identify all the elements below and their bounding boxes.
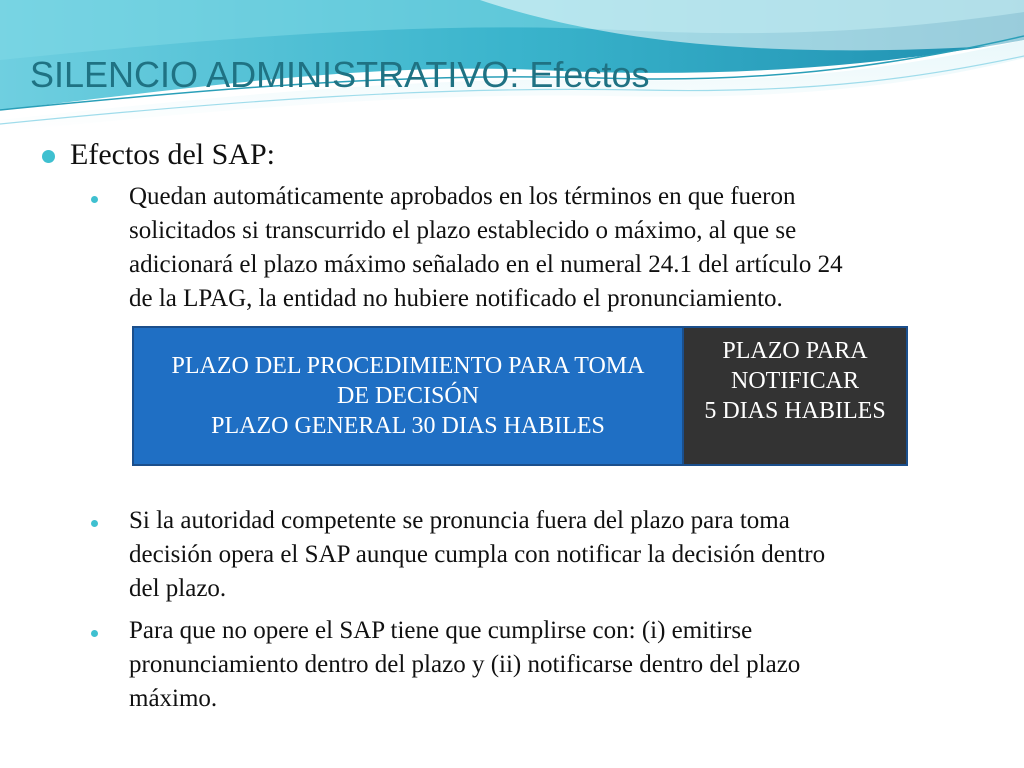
bullet-paragraph-3 bbox=[129, 614, 995, 716]
slide-title: SILENCIO ADMINISTRATIVO: Efectos bbox=[30, 54, 650, 95]
paragraph-line: decisión opera el SAP aunque cumpla con notificar la decisión dentro bbox=[129, 541, 826, 568]
box-line: NOTIFICAR bbox=[730, 368, 859, 394]
box-line: PLAZO GENERAL 30 DIAS HABILES bbox=[211, 413, 605, 439]
paragraph-line: de la LPAG, la entidad no hubiere notificado el pronunciamiento. bbox=[129, 285, 783, 312]
bullet-dot-icon bbox=[91, 630, 98, 637]
paragraph-line: pronunciamiento dentro del plazo y (ii) notificarse dentro del plazo bbox=[129, 651, 801, 678]
timeline-diagram bbox=[132, 326, 908, 466]
bullet-dot-icon bbox=[91, 196, 98, 203]
paragraph-line: adicionará el plazo máximo señalado en el numeral 24.1 del artículo 24 bbox=[129, 251, 843, 278]
bullet-dot-icon bbox=[91, 520, 98, 527]
notification-period-box bbox=[684, 326, 908, 466]
paragraph-line: Si la autoridad competente se pronuncia fuera del plazo para toma bbox=[129, 507, 790, 534]
box-line: 5 DIAS HABILES bbox=[704, 398, 886, 424]
bullet-paragraph-2 bbox=[129, 504, 995, 606]
box-line: DE DECISÓN bbox=[336, 383, 479, 409]
box-line: PLAZO PARA bbox=[722, 338, 868, 364]
heading-text: Efectos del SAP: bbox=[70, 138, 275, 171]
bullet-dot-icon bbox=[42, 150, 55, 163]
paragraph-line: Para que no opere el SAP tiene que cumplirse con: (i) emitirse bbox=[129, 617, 753, 644]
paragraph-line: máximo. bbox=[129, 685, 218, 712]
bullet-paragraph-1 bbox=[129, 180, 995, 316]
paragraph-line: Quedan automáticamente aprobados en los términos en que fueron bbox=[129, 183, 796, 210]
paragraph-line: del plazo. bbox=[129, 575, 227, 602]
box-line: PLAZO DEL PROCEDIMIENTO PARA TOMA bbox=[171, 353, 645, 379]
paragraph-line: solicitados si transcurrido el plazo establecido o máximo, al que se bbox=[129, 217, 797, 244]
decision-period-box bbox=[132, 326, 684, 466]
